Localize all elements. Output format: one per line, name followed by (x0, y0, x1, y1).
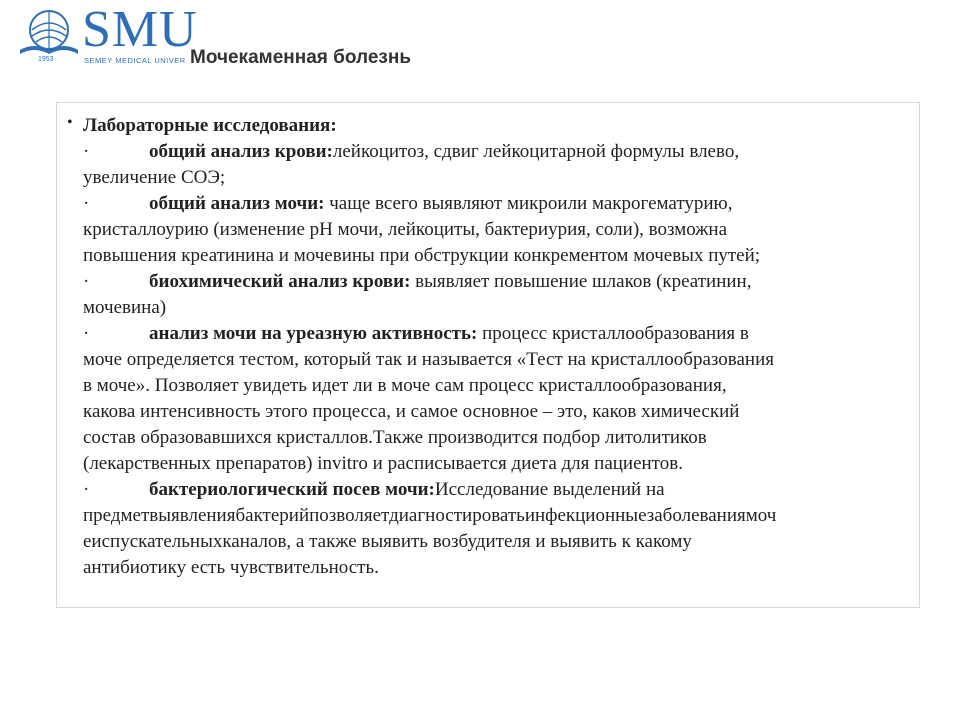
list-item (83, 269, 915, 295)
list-item (83, 139, 915, 165)
sub-bullet: · (83, 193, 90, 214)
logo-year: 1953 (38, 56, 54, 63)
item-text: выявляет повышение шлаков (креатинин, (410, 271, 752, 292)
logo-subtitle: SEMEY MEDICAL UNIVER (84, 56, 186, 65)
item-term: анализ мочи на уреазную активность: (149, 323, 478, 344)
sub-bullet: · (83, 271, 90, 292)
sub-bullet: · (83, 323, 90, 344)
item-continuation: в моче». Позволяет увидеть идет ли в моче сам процесс кристаллообразования, (83, 375, 727, 396)
list-item (83, 191, 915, 217)
list-item (83, 477, 915, 503)
item-continuation: какова интенсивность этого процесса, и самое основное – это, каков химический (83, 401, 740, 422)
item-continuation: (лекарственных препаратов) invitro и расписывается диета для пациентов. (83, 453, 683, 474)
item-text: чаще всего выявляют микроили макрогематурию, (324, 193, 733, 214)
list-item (83, 321, 915, 347)
item-continuation: состав образовавшихся кристаллов.Также производится подбор литолитиков (83, 427, 707, 448)
item-continuation: мочевина) (83, 297, 167, 318)
section-heading: Лабораторные исследования: (83, 115, 337, 136)
university-emblem-icon (18, 6, 80, 62)
slide-title: Мочекаменная болезнь (190, 47, 411, 68)
item-text: Исследование выделений на (434, 479, 665, 500)
item-text: процесс кристаллообразования в (477, 323, 749, 344)
item-continuation: предметвыявлениябактерийпозволяетдиагностироватьинфекционныезаболеваниямоч (83, 505, 777, 526)
item-term: биохимический анализ крови: (149, 271, 411, 292)
sub-bullet: · (83, 141, 90, 162)
bullet-marker: • (67, 114, 73, 131)
lab-tests-text (83, 113, 915, 581)
item-text: лейкоцитоз, сдвиг лейкоцитарной формулы влево, (332, 141, 740, 162)
item-continuation: кристаллоурию (изменение рН мочи, лейкоциты, бактериурия, соли), возможна (83, 219, 728, 240)
sub-bullet: · (83, 479, 90, 500)
item-term: общий анализ мочи: (149, 193, 325, 214)
item-continuation: моче определяется тестом, который так и называется «Тест на кристаллообразования (83, 349, 775, 370)
item-continuation: еиспускательныхканалов, а также выявить возбудителя и выявить к какому (83, 531, 692, 552)
logo-wordmark: SMU (82, 1, 198, 58)
content-box (56, 102, 920, 608)
item-term: бактериологический посев мочи: (149, 479, 435, 500)
item-continuation: антибиотику есть чувствительность. (83, 557, 379, 578)
item-term: общий анализ крови: (149, 141, 333, 162)
item-continuation: повышения креатинина и мочевины при обструкции конкрементом мочевых путей; (83, 245, 761, 266)
item-continuation: увеличение СОЭ; (83, 167, 226, 188)
